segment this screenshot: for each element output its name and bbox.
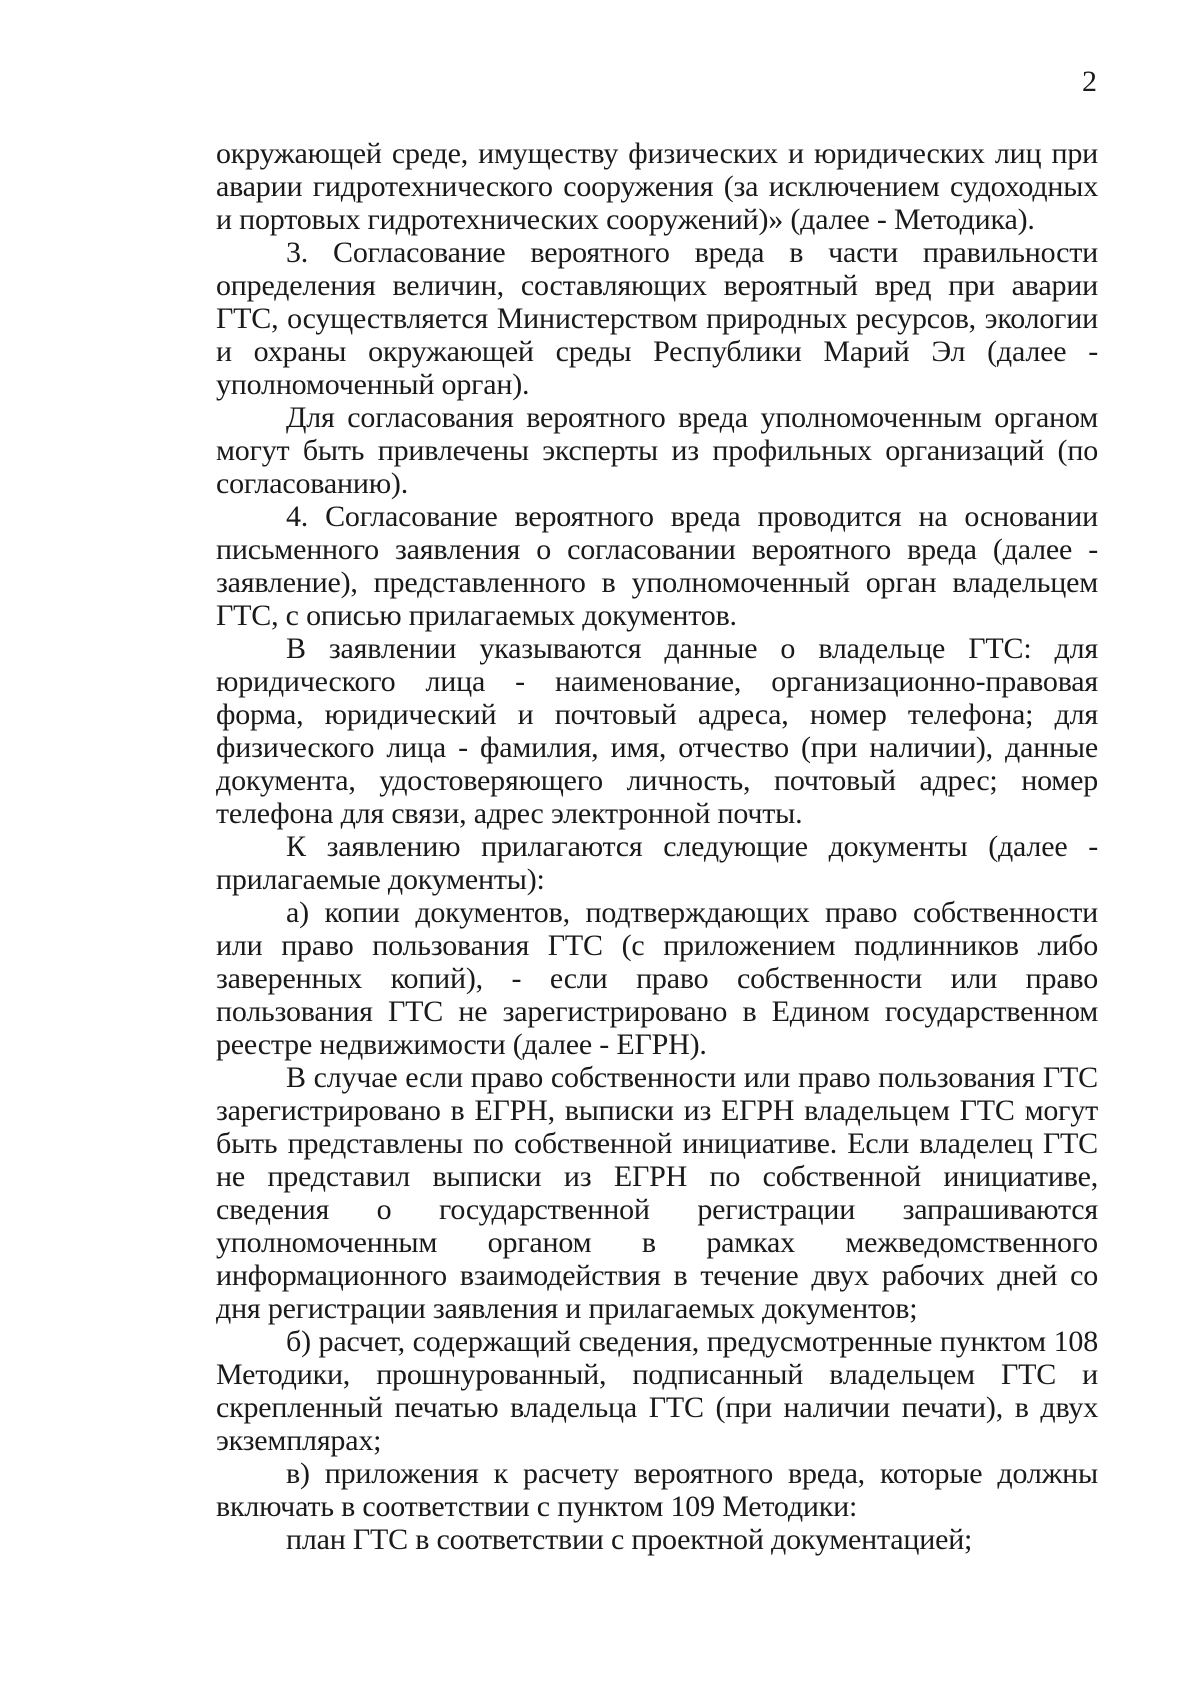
document-body xyxy=(216,137,1098,1556)
page-number: 2 xyxy=(1082,65,1097,98)
paragraph-9: б) расчет, содержащий сведения, предусмотренные пунктом 108 Методики, прошнурованный, подписанный владельцем ГТС и скрепленный печатью владельца ГТС (при наличии печати), в двух экземплярах; xyxy=(216,1325,1098,1457)
paragraph-10: в) приложения к расчету вероятного вреда, которые должны включать в соответствии с пунктом 109 Методики: xyxy=(216,1457,1098,1523)
paragraph-11: план ГТС в соответствии с проектной документацией; xyxy=(286,1523,973,1556)
paragraph-6: К заявлению прилагаются следующие документы (далее - прилагаемые документы): xyxy=(216,830,1098,896)
paragraph-4: 4. Согласование вероятного вреда проводится на основании письменного заявления о согласовании вероятного вреда (далее - заявление), представленного в уполномоченный орган владельцем ГТС, с описью прилагаемых документов. xyxy=(216,500,1098,632)
paragraph-5: В заявлении указываются данные о владельце ГТС: для юридического лица - наименование, организационно-правовая форма, юридический и почтовый адреса, номер телефона; для физического лица - фамилия, имя, отчество (при наличии), данные документа, удостоверяющего личность, почтовый адрес; номер телефона для связи, адрес электронной почты. xyxy=(216,632,1098,830)
paragraph-1: окружающей среде, имуществу физических и юридических лиц при аварии гидротехнического сооружения (за исключением судоходных и портовых гидротехнических сооружений)» (далее - Методика). xyxy=(216,137,1098,236)
paragraph-8: В случае если право собственности или право пользования ГТС зарегистрировано в ЕГРН, выписки из ЕГРН владельцем ГТС могут быть представлены по собственной инициативе. Если владелец ГТС не представил выписки из ЕГРН по собственной инициативе, сведения о государственной регистрации запрашиваются уполномоченным органом в рамках межведомственного информационного взаимодействия в течение двух рабочих дней со дня регистрации заявления и прилагаемых документов; xyxy=(216,1061,1098,1325)
paragraph-3: Для согласования вероятного вреда уполномоченным органом могут быть привлечены эксперты из профильных организаций (по согласованию). xyxy=(216,401,1098,500)
paragraph-7: а) копии документов, подтверждающих право собственности или право пользования ГТС (с приложением подлинников либо заверенных копий), - если право собственности или право пользования ГТС не зарегистрировано в Едином государственном реестре недвижимости (далее - ЕГРН). xyxy=(216,896,1098,1061)
paragraph-2: 3. Согласование вероятного вреда в части правильности определения величин, составляющих вероятный вред при аварии ГТС, осуществляется Министерством природных ресурсов, экологии и охраны окружающей среды Республики Марий Эл (далее - уполномоченный орган). xyxy=(216,236,1098,401)
